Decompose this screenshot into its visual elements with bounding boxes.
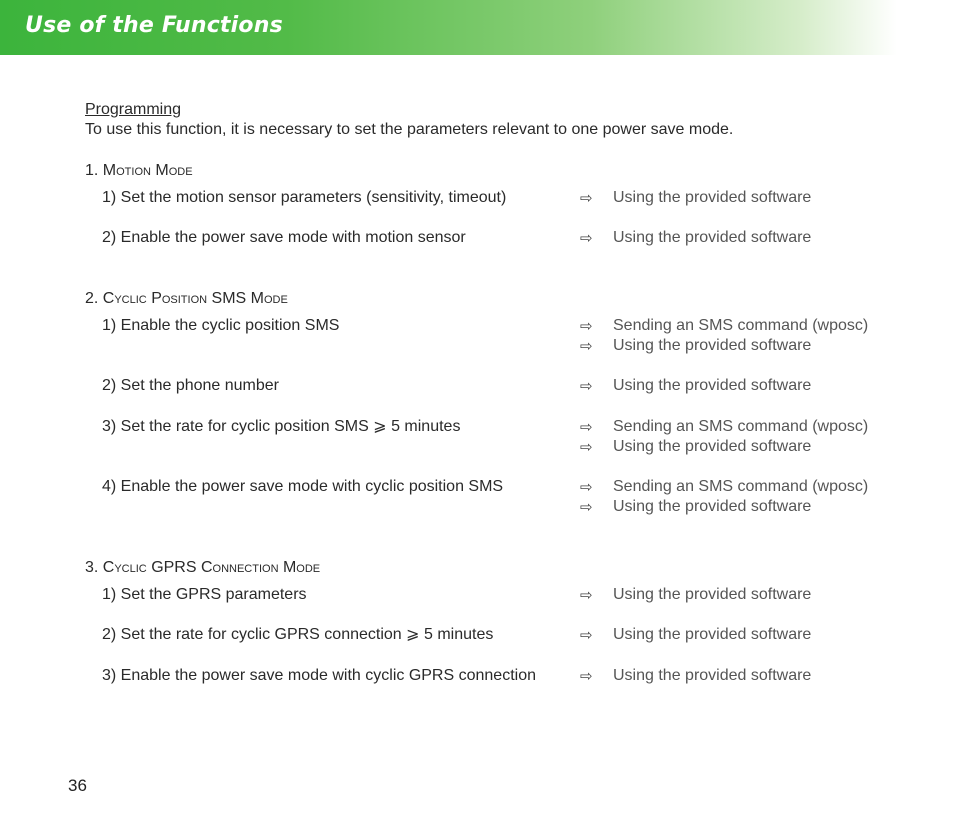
section-title-cyclic-gprs-connection-mode: 3. Cyclic GPRS Connection Mode: [85, 559, 321, 576]
step-method: Sending an SMS command (wposc): [613, 317, 869, 334]
step-text: 1) Set the GPRS parameters: [102, 586, 307, 603]
page-title: Use of the Functions: [25, 13, 283, 38]
step-method: Using the provided software: [613, 626, 812, 643]
arrow-right-icon: ⇨: [580, 229, 593, 247]
step-text: 1) Enable the cyclic position SMS: [102, 317, 340, 334]
step-text: 2) Enable the power save mode with motion sensor: [102, 229, 466, 246]
step-method: Using the provided software: [613, 189, 812, 206]
step-text: 3) Enable the power save mode with cyclic GPRS connection: [102, 667, 536, 684]
arrow-right-icon: ⇨: [580, 189, 593, 207]
step-text: 4) Enable the power save mode with cyclic position SMS: [102, 478, 504, 495]
programming-heading: Programming: [85, 101, 182, 118]
header-banner: [0, 0, 954, 55]
arrow-right-icon: ⇨: [580, 667, 593, 685]
intro-text: To use this function, it is necessary to set the parameters relevant to one power save mode.: [85, 121, 734, 138]
step-method: Using the provided software: [613, 337, 812, 354]
arrow-right-icon: ⇨: [580, 586, 593, 604]
arrow-right-icon: ⇨: [580, 626, 593, 644]
section-title-motion-mode: 1. Motion Mode: [85, 162, 193, 179]
step-method: Using the provided software: [613, 586, 812, 603]
arrow-right-icon: ⇨: [580, 317, 593, 335]
arrow-right-icon: ⇨: [580, 377, 593, 395]
arrow-right-icon: ⇨: [580, 438, 593, 456]
step-method: Using the provided software: [613, 229, 812, 246]
arrow-right-icon: ⇨: [580, 478, 593, 496]
step-text: 2) Set the phone number: [102, 377, 280, 394]
arrow-right-icon: ⇨: [580, 418, 593, 436]
step-method: Using the provided software: [613, 667, 812, 684]
arrow-right-icon: ⇨: [580, 337, 593, 355]
page-number: 36: [68, 776, 87, 795]
section-title-cyclic-position-sms-mode: 2. Cyclic Position SMS Mode: [85, 290, 288, 307]
step-method: Sending an SMS command (wposc): [613, 418, 869, 435]
step-text: 3) Set the rate for cyclic position SMS ⩾ 5 minutes: [102, 418, 461, 435]
step-method: Using the provided software: [613, 377, 812, 394]
step-method: Using the provided software: [613, 438, 812, 455]
arrow-right-icon: ⇨: [580, 498, 593, 516]
step-method: Using the provided software: [613, 498, 812, 515]
step-method: Sending an SMS command (wposc): [613, 478, 869, 495]
step-text: 2) Set the rate for cyclic GPRS connection ⩾ 5 minutes: [102, 626, 494, 643]
step-text: 1) Set the motion sensor parameters (sensitivity, timeout): [102, 189, 507, 206]
